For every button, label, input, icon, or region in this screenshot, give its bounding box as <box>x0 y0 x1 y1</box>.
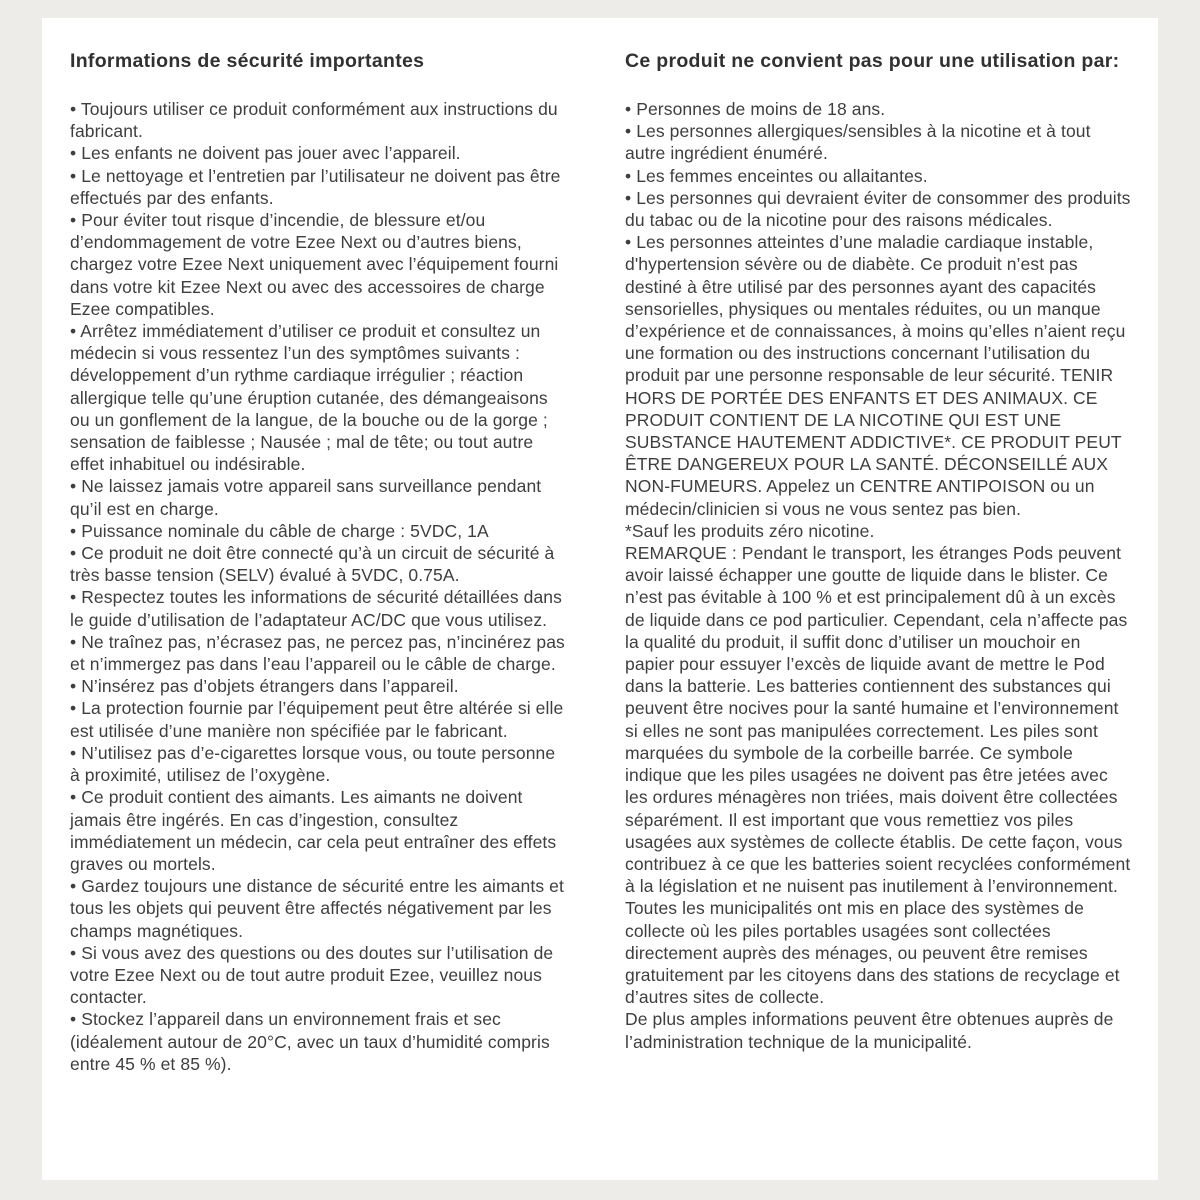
text-paragraph: • Les personnes allergiques/sensibles à la nicotine et à tout autre ingrédient énuméré. <box>625 121 1091 164</box>
text-paragraph: • Personnes de moins de 18 ans. <box>625 99 886 119</box>
text-paragraph: • Le nettoyage et l’entretien par l’utilisateur ne doivent pas être effectués par des enfants. <box>70 165 561 208</box>
text-paragraph: *Sauf les produits zéro nicotine. <box>625 520 875 541</box>
text-paragraph: • Arrêtez immédiatement d’utiliser ce produit et consultez un médecin si vous ressentez l’un des symptômes suivants : développement d’un rythme cardiaque irrégulier ; réaction allergique telle qu’une éruption cutanée, des démangeaisons ou un gonflement de la langue, de la bouche ou de la gorge ; sensation de faiblesse ; Nausée ; mal de tête; ou tout autre effet inhabituel ou indésirable. <box>70 321 548 475</box>
safety-info-column <box>70 48 565 1180</box>
text-paragraph: • La protection fournie par l’équipement peut être altérée si elle est utilisée d’une manière non spécifiée par le fabricant. <box>70 698 564 741</box>
safety-leaflet-card <box>42 18 1158 1180</box>
text-paragraph: • Ne traînez pas, n’écrasez pas, ne percez pas, n’incinérez pas et n’immergez pas dans l’eau l’appareil ou le câble de charge. <box>70 631 565 675</box>
safety-info-paragraphs <box>70 98 565 1075</box>
text-paragraph: De plus amples informations peuvent être obtenues auprès de l’administration technique de la municipalité. <box>625 1009 1114 1052</box>
text-paragraph: • N’insérez pas d’objets étrangers dans l’appareil. <box>70 676 459 697</box>
text-paragraph: • Les femmes enceintes ou allaitantes. <box>625 165 928 186</box>
text-paragraph: • Ce produit contient des aimants. Les aimants ne doivent jamais être ingérés. En cas d’ingestion, consultez immédiatement un médecin, car cela peut entraîner des effets graves ou mortels. <box>70 787 557 874</box>
text-paragraph: • Pour éviter tout risque d’incendie, de blessure et/ou d’endommagement de votre Ezee Next ou d’autres biens, chargez votre Ezee Next uniquement avec l’équipement fourni dans votre kit Ezee Next ou avec des accessoires de charge Ezee compatibles. <box>70 210 559 319</box>
text-paragraph: • Les personnes atteintes d’une maladie cardiaque instable, d'hypertension sévère ou de diabète. Ce produit n’est pas destiné à être utilisé par des personnes ayant des capacités sensorielles, physiques ou mentales réduites, ou un manque d’expérience et de connaissances, à moins qu’elles n’aient reçu une formation ou des instructions concernant l’utilisation du produit par une personne responsable de leur sécurité. TENIR HORS DE PORTÉE DES ENFANTS ET DES ANIMAUX. CE PRODUIT CONTIENT DE LA NICOTINE QUI EST UNE SUBSTANCE HAUTEMENT ADDICTIVE*. CE PRODUIT PEUT ÊTRE DANGEREUX POUR LA SANTÉ. DÉCONSEILLÉ AUX NON-FUMEURS. Appelez un CENTRE ANTIPOISON ou un médecin/clinicien si vous ne vous sentez pas bien. <box>625 232 1126 519</box>
text-paragraph: REMARQUE : Pendant le transport, les étranges Pods peuvent avoir laissé échapper une goutte de liquide dans le blister. Ce n’est pas évitable à 100 % et est principalement dû à un excès de liquide dans ce pod particulier. Cependant, cela n’affecte pas la qualité du produit, il suffit donc d’utiliser un mouchoir en papier pour essuyer l’excès de liquide avant de mettre le Pod dans la batterie. Les batteries contiennent des substances qui peuvent être nocives pour la santé humaine et l’environnement si elles ne sont pas manipulées correctement. Les piles sont marquées du symbole de la corbeille barrée. Ce symbole indique que les piles usagées ne doivent pas être jetées avec les ordures ménagères non triées, mais doivent être collectées séparément. Il est important que vous remettiez vos piles usagées aux systèmes de collecte établis. De cette façon, vous contribuez à ce que les batteries soient recyclées conformément à la législation et ne nuisent pas inutilement à l’environnement. <box>625 543 1131 897</box>
text-paragraph: • Puissance nominale du câble de charge : 5VDC, 1A <box>70 520 489 541</box>
safety-info-heading: Informations de sécurité importantes <box>70 50 425 72</box>
text-paragraph: • Respectez toutes les informations de sécurité détaillées dans le guide d’utilisation de l’adaptateur AC/DC que vous utilisez. <box>70 587 562 630</box>
text-paragraph: • Les enfants ne doivent pas jouer avec l’appareil. <box>70 143 461 164</box>
text-paragraph: • Les personnes qui devraient éviter de consommer des produits du tabac ou de la nicotine pour des raisons médicales. <box>625 187 1131 231</box>
text-paragraph: • Si vous avez des questions ou des doutes sur l’utilisation de votre Ezee Next ou de tout autre produit Ezee, veuillez nous contacter. <box>70 942 554 1008</box>
usage-restrictions-column <box>625 48 1133 1180</box>
text-paragraph: • Ce produit ne doit être connecté qu’à un circuit de sécurité à très basse tension (SELV) évalué à 5VDC, 0.75A. <box>70 543 555 586</box>
text-paragraph: Toutes les municipalités ont mis en place des systèmes de collecte où les piles portables usagées sont collectées directement auprès des ménages, ou peuvent être remises gratuitement par les citoyens dans des stations de recyclage et d’autres sites de collecte. <box>625 898 1120 1008</box>
usage-restrictions-heading: Ce produit ne convient pas pour une utilisation par: <box>625 50 1120 72</box>
text-paragraph: • Ne laissez jamais votre appareil sans surveillance pendant qu’il est en charge. <box>70 476 542 519</box>
usage-restrictions-paragraphs <box>625 98 1133 1053</box>
text-paragraph: • Stockez l’appareil dans un environnement frais et sec (idéalement autour de 20°C, avec un taux d’humidité compris entre 45 % et 85 %). <box>70 1009 550 1074</box>
text-paragraph: • Toujours utiliser ce produit conformément aux instructions du fabricant. <box>70 99 558 142</box>
text-paragraph: • N’utilisez pas d’e-cigarettes lorsque vous, ou toute personne à proximité, utilisez de l’oxygène. <box>70 742 556 786</box>
text-paragraph: • Gardez toujours une distance de sécurité entre les aimants et tous les objets qui peuvent être affectés négativement par les champs magnétiques. <box>70 876 564 941</box>
